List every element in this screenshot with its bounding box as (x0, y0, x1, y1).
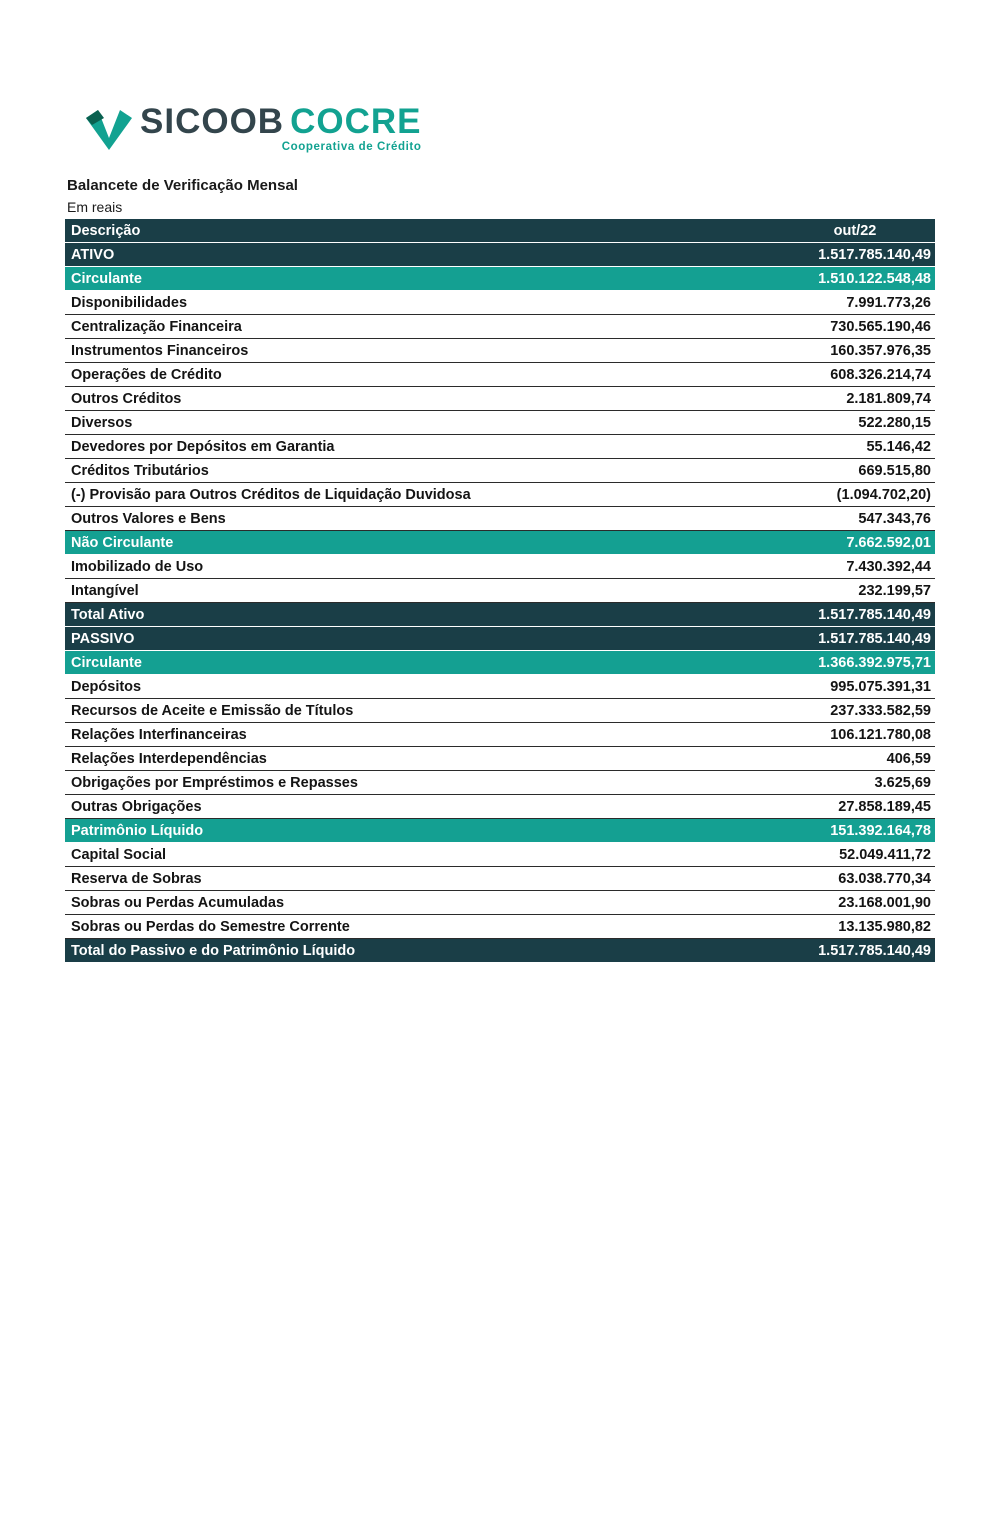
row-value: 2.181.809,74 (846, 390, 931, 407)
row-label: Sobras ou Perdas Acumuladas (71, 894, 285, 911)
table-row (65, 507, 935, 531)
row-value: 1.517.785.140,49 (818, 630, 931, 647)
column-header-description: Descrição (71, 222, 141, 239)
row-value: 23.168.001,90 (838, 894, 931, 911)
table-body (65, 243, 935, 963)
table-row (65, 339, 935, 363)
table-header-row (65, 219, 935, 243)
row-value: 1.517.785.140,49 (818, 942, 931, 959)
table-row (65, 651, 935, 675)
row-label: Sobras ou Perdas do Semestre Corrente (71, 918, 350, 935)
row-label: Recursos de Aceite e Emissão de Títulos (71, 702, 354, 719)
row-value: 3.625,69 (874, 774, 931, 791)
row-label: Créditos Tributários (71, 462, 209, 479)
row-value: 730.565.190,46 (830, 318, 931, 335)
page-title: Balancete de Verificação Mensal (67, 177, 298, 194)
row-label: Outras Obrigações (71, 798, 202, 815)
logo-brand-primary: SICOOB (140, 102, 285, 141)
row-value: (1.094.702,20) (836, 486, 931, 503)
unit-note: Em reais (67, 199, 123, 215)
row-value: 547.343,76 (858, 510, 931, 527)
table-row (65, 531, 935, 555)
row-label: Patrimônio Líquido (71, 822, 204, 839)
logo-brand-secondary: COCRE (290, 102, 422, 141)
table-row (65, 603, 935, 627)
row-value: 7.430.392,44 (846, 558, 931, 575)
row-label: Imobilizado de Uso (71, 558, 204, 575)
table-row (65, 267, 935, 291)
row-label: Capital Social (71, 846, 167, 863)
row-label: Total do Passivo e do Patrimônio Líquido (71, 942, 356, 959)
table-row (65, 435, 935, 459)
row-label: Circulante (71, 654, 142, 671)
table-row (65, 627, 935, 651)
row-value: 1.517.785.140,49 (818, 606, 931, 623)
row-label: Reserva de Sobras (71, 870, 202, 887)
row-label: Devedores por Depósitos em Garantia (71, 438, 335, 455)
table-row (65, 819, 935, 843)
row-value: 995.075.391,31 (830, 678, 931, 695)
sicoob-chevron-icon (85, 107, 133, 156)
row-value: 1.510.122.548,48 (818, 270, 931, 287)
row-label: Obrigações por Empréstimos e Repasses (71, 774, 358, 791)
row-value: 406,59 (886, 750, 931, 767)
table-row (65, 843, 935, 867)
row-value: 13.135.980,82 (838, 918, 931, 935)
row-label: Relações Interdependências (71, 750, 267, 767)
row-label: Total Ativo (71, 606, 145, 623)
table-row (65, 747, 935, 771)
row-label: Intangível (71, 582, 139, 599)
row-value: 63.038.770,34 (838, 870, 931, 887)
logo-tagline: Cooperativa de Crédito (281, 141, 422, 153)
table-row (65, 699, 935, 723)
table-row (65, 483, 935, 507)
row-value: 232.199,57 (858, 582, 931, 599)
row-label: Não Circulante (71, 534, 174, 551)
row-value: 151.392.164,78 (830, 822, 931, 839)
row-label: (-) Provisão para Outros Créditos de Liquidação Duvidosa (71, 486, 471, 503)
sicoob-cocre-logo (85, 104, 421, 156)
table-row (65, 315, 935, 339)
table-row (65, 363, 935, 387)
column-header-period: out/22 (833, 222, 877, 239)
row-label: Depósitos (71, 678, 142, 695)
table-row (65, 459, 935, 483)
row-label: PASSIVO (71, 630, 135, 647)
table-row (65, 939, 935, 963)
row-value: 52.049.411,72 (839, 846, 931, 863)
table-row (65, 579, 935, 603)
logo-wordmark (140, 104, 421, 139)
table-row (65, 771, 935, 795)
row-value: 27.858.189,45 (838, 798, 931, 815)
row-value: 160.357.976,35 (830, 342, 931, 359)
document-page (0, 104, 1000, 963)
row-value: 7.991.773,26 (846, 294, 931, 311)
row-value: 522.280,15 (858, 414, 931, 431)
table-row (65, 675, 935, 699)
row-value: 237.333.582,59 (830, 702, 931, 719)
balance-table (65, 219, 935, 963)
table-row (65, 387, 935, 411)
row-label: Operações de Crédito (71, 366, 222, 383)
row-value: 1.366.392.975,71 (818, 654, 931, 671)
row-label: Diversos (71, 414, 133, 431)
row-value: 1.517.785.140,49 (818, 246, 931, 263)
row-label: Outros Valores e Bens (71, 510, 226, 527)
table-row (65, 891, 935, 915)
row-label: Circulante (71, 270, 142, 287)
logo-text-block (140, 104, 421, 153)
row-label: Outros Créditos (71, 390, 182, 407)
table-row (65, 555, 935, 579)
table-row (65, 915, 935, 939)
table-row (65, 795, 935, 819)
row-label: Instrumentos Financeiros (71, 342, 249, 359)
table-row (65, 723, 935, 747)
table-row (65, 411, 935, 435)
row-label: Disponibilidades (71, 294, 188, 311)
row-value: 669.515,80 (858, 462, 931, 479)
row-value: 7.662.592,01 (846, 534, 931, 551)
row-label: Centralização Financeira (71, 318, 242, 335)
row-value: 106.121.780,08 (830, 726, 931, 743)
table-row (65, 291, 935, 315)
row-value: 608.326.214,74 (830, 366, 931, 383)
row-value: 55.146,42 (866, 438, 931, 455)
row-label: Relações Interfinanceiras (71, 726, 247, 743)
row-label: ATIVO (71, 246, 115, 263)
table-row (65, 243, 935, 267)
table-row (65, 867, 935, 891)
